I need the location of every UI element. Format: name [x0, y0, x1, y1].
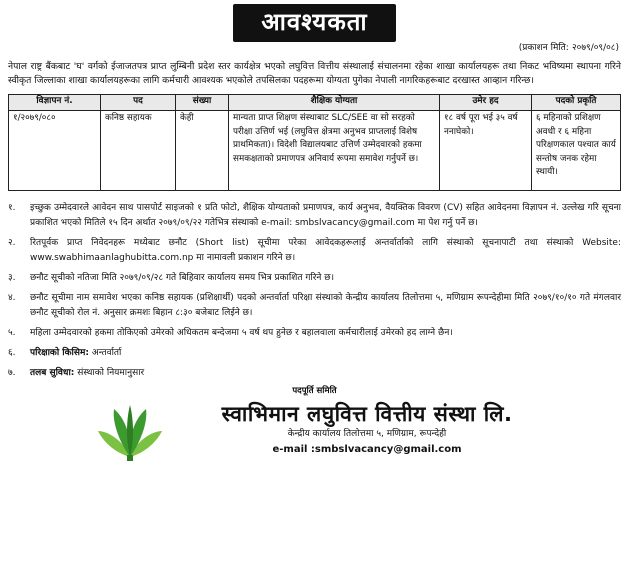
instructions-list — [8, 201, 621, 381]
cell-ad-number: १/२०७९/०८० — [9, 111, 101, 191]
org-details — [172, 401, 562, 456]
item-text: इच्छुक उम्मेदवारले आवेदन साथ पासपोर्ट साइजको १ प्रति फोटो, शैक्षिक योग्यताको प्रमाणपत्र, कार्य अनुभव, वैयक्तिक विवरण (CV) सहित आवेदनमा विज्ञापन नं. उल्लेख गरि सूचना प्रकाशित भएको मितिले १५ दिन अर्थात २०७९/०९/२२ गतेभित्र संस्थाको e-mail: smbslvacancy@gmail.com मा पेश गर्नु पर्ने छ। — [30, 203, 621, 228]
cell-qualification: मान्यता प्राप्त शिक्षण संस्थाबाट SLC/SEE वा सो सरहको परीक्षा उत्तिर्ण भई (लघुवित्त क्षेत्रमा अनुभव प्राप्तलाई विशेष प्राथमिकता)। विदेशी विद्यालयबाट उत्तिर्ण उम्मेदवारको हकमा समकक्षताको प्रमाणपत्र अनिवार्य रूपमा समावेश गर्नुपर्ने छ। — [229, 111, 440, 191]
col-qualification: शैक्षिक योग्यता — [229, 95, 440, 111]
list-item — [8, 271, 621, 286]
item-text: महिला उम्मेदवारको हकमा तोकिएको उमेरको अधिकतम बन्देजमा ५ वर्ष थप हुनेछ र बहालवाला कर्मचारीलाई उमेरको हद लाग्ने छैन। — [30, 328, 453, 338]
leaf-logo-icon — [94, 401, 166, 463]
list-item — [8, 236, 621, 266]
item-number: १. — [8, 203, 16, 213]
item-text: रितपूर्वक प्राप्त निवेदनहरू मध्येबाट छनौट (Short list) सूचीमा परेका आवेदकहरूलाई अन्तर्वार्ताको लागि संस्थाको सूचनापाटी तथा संस्थाको Website: www.swabhimaanlaghubitta.com.np मा नामावली प्रकाशन गरिने छ। — [30, 238, 621, 263]
table-header-row — [9, 95, 621, 111]
publication-date — [519, 42, 619, 54]
col-post: पद — [101, 95, 176, 111]
table-row — [9, 111, 621, 191]
cell-post: कनिष्ठ सहायक — [101, 111, 176, 191]
list-item — [8, 326, 621, 341]
item-number: ७. — [8, 368, 16, 378]
item-text: छनौट सूचीको नतिजा मिति २०७९/०९/२८ गते बिहिवार कार्यालय समय भित्र प्रकाशित गरिने छ। — [30, 273, 334, 283]
item-text: छनौट सूचीमा नाम समावेश भएका कनिष्ठ सहायक (प्रशिक्षार्थी) पदको अन्तर्वार्ता परिक्षा संस्थाको केन्द्रीय कार्यालय तिलोत्तमा ५, मणिग्राम रूपन्देहीमा मिति २०७९/१०/१० गते मंगलवार छनौट सूचीको रोल नं. अनुसार क्रमशः बिहान ८:३० बजेबाट लिईने छ। — [30, 293, 621, 318]
item-number: ३. — [8, 273, 16, 283]
col-ad-number: विज्ञापन नं. — [9, 95, 101, 111]
item-text — [30, 366, 621, 381]
publication-date-value: २०७९/०९/०८) — [571, 43, 619, 53]
list-item — [8, 201, 621, 231]
org-address: केन्द्रीय कार्यालय तिलोत्तमा ५, मणिग्राम, रूपन्देही — [287, 429, 447, 440]
list-item — [8, 291, 621, 321]
publication-date-label: (प्रकाशन मिति: — [518, 43, 569, 53]
item-number: ४. — [8, 293, 16, 303]
item-number: २. — [8, 238, 16, 248]
item-text — [30, 346, 621, 361]
col-age-limit: उमेर हद — [440, 95, 532, 111]
item-number: ६. — [8, 348, 16, 358]
item-label: तलब सुविधा: — [30, 368, 75, 378]
item-number: ५. — [8, 328, 16, 338]
org-name: स्वाभिमान लघुवित्त वित्तीय संस्था लि. — [221, 402, 513, 427]
item-label: परिक्षाको किसिम: — [30, 348, 89, 358]
item-value: संस्थाको नियमानुसार — [77, 368, 145, 378]
org-footer — [8, 401, 621, 463]
list-item — [8, 366, 621, 381]
cell-age-limit: १८ वर्ष पूरा भई ३५ वर्ष ननाघेको। — [440, 111, 532, 191]
intro-paragraph: नेपाल राष्ट्र बैंकबाट 'घ' वर्गको ईजाजतपत्र प्राप्त लुम्बिनी प्रदेश स्तर कार्यक्षेत्र भएको लघुवित्त वित्तीय संस्थालाई संचालनमा रहेका शाखा कार्यालयहरू तथा निकट भविष्यमा स्थापना गरिने स्वीकृत जिल्लाका शाखा कार्यालयहरूका लागि कर्मचारी आवश्यक भएकोले तपसिलका पदहरूमा योग्यता पुगेका नेपाली नागरिकहरूबाट दरखास्त आव्हान गरिन्छ। — [8, 61, 621, 86]
vacancy-table — [8, 94, 621, 191]
page-title: आवश्यकता — [233, 4, 395, 42]
cell-post-nature: ६ महिनाको प्रशिक्षण अवधी र ६ महिना परिक्षणकाल पश्चात कार्य सन्तोष जनक रहेमा स्थायी। — [532, 111, 621, 191]
list-item — [8, 346, 621, 361]
item-value: अन्तर्वार्ता — [91, 348, 122, 358]
org-email: e-mail :smbslvacancy@gmail.com — [272, 443, 462, 455]
title-area — [8, 4, 621, 44]
col-count: संख्या — [176, 95, 229, 111]
col-post-nature: पदको प्रकृति — [532, 95, 621, 111]
cell-count: केही — [176, 111, 229, 191]
committee-label: पदपूर्ति समिति — [292, 386, 337, 396]
